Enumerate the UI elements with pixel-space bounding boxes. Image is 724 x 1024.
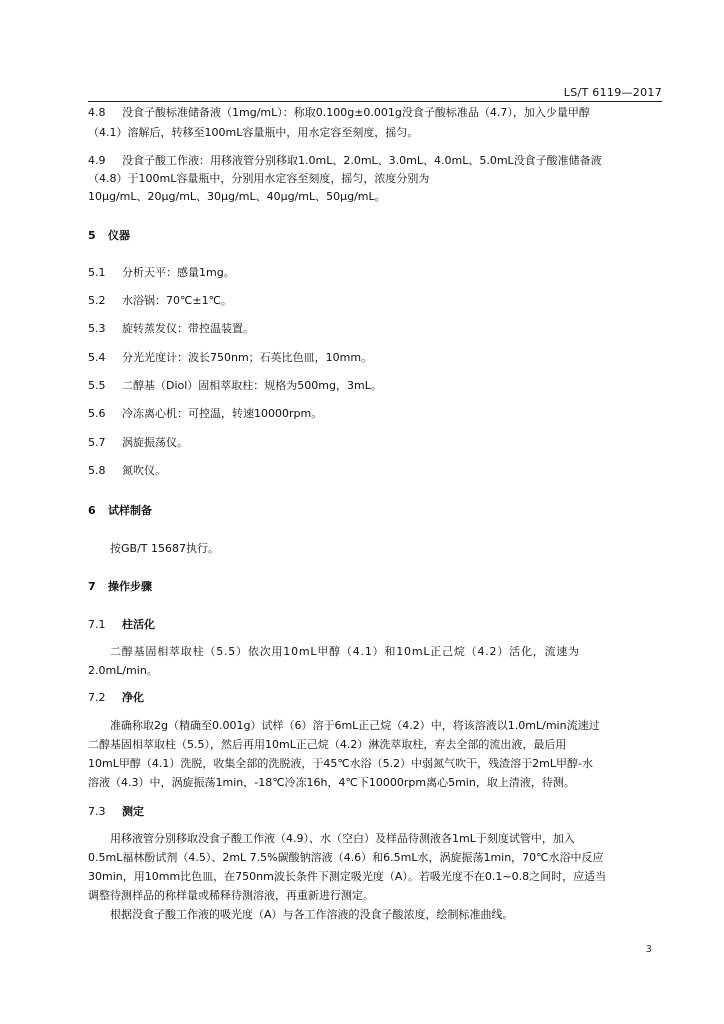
section-7-2-number: 7.2	[88, 691, 106, 704]
section-7-1-title: 柱活化	[122, 618, 155, 631]
instrument-text: 水浴锅：70℃±1℃。	[122, 294, 232, 307]
section-7-2-text-4: 溶液（4.3）中，涡旋振荡1min，-18℃冷冻16h，4℃下10000rpm离心5min，取上清液，待测。	[88, 776, 575, 789]
header-rule	[88, 101, 662, 102]
section-4-8-text-1: 没食子酸标准储备液（1mg/mL）：称取0.100g±0.001g没食子酸标准品（4.7），加入少量甲醇	[122, 106, 590, 119]
section-4-9-text-2: （4.8）于100mL容量瓶中，分别用水定容至刻度，摇匀，浓度分别为	[88, 172, 430, 185]
section-7-title: 操作步骤	[108, 580, 152, 593]
instrument-item	[88, 434, 188, 450]
instrument-item	[88, 405, 322, 421]
instrument-text: 氮吹仪。	[122, 464, 166, 477]
section-4-8-text-2: （4.1）溶解后，转移至100mL容量瓶中，用水定容至刻度，摇匀。	[88, 126, 419, 139]
section-7-1-text-1: 二醇基固相萃取柱（5.5）依次用10mL甲醇（4.1）和10mL正己烷（4.2）活化，流速为	[110, 645, 580, 658]
instrument-text: 分光光度计：波长750nm；石英比色皿，10mm。	[122, 351, 373, 364]
section-7-3-text-2: 0.5mL福林酚试剂（4.5）、2mL 7.5%碳酸钠溶液（4.6）和6.5mL水，涡旋振荡1min，70℃水浴中反应	[88, 851, 604, 864]
instrument-text: 冷冻离心机：可控温，转速10000rpm。	[122, 407, 323, 420]
section-7-3-text-4: 调整待测样品的称样量或稀释待测溶液，再重新进行测定。	[88, 889, 374, 902]
section-4-8-number: 4.8	[88, 106, 106, 119]
instrument-number: 5.7	[88, 436, 106, 449]
section-7-2-title: 净化	[122, 691, 144, 704]
section-6-heading	[88, 502, 152, 518]
section-7-number: 7	[88, 580, 96, 593]
section-7-2-text-1: 准确称取2g（精确至0.001g）试样（6）溶于6mL正己烷（4.2）中，将该溶液以1.0mL/min流速过	[110, 719, 600, 732]
section-7-3-heading	[88, 803, 144, 819]
section-5-number: 5	[88, 229, 96, 242]
section-7-3-title: 测定	[122, 805, 144, 818]
standard-code: LS/T 6119—2017	[563, 86, 662, 99]
section-6-number: 6	[88, 504, 96, 517]
section-5-title: 仪器	[108, 229, 130, 242]
section-7-2-heading	[88, 689, 144, 705]
section-7-1-heading	[88, 616, 155, 632]
instrument-number: 5.4	[88, 351, 106, 364]
instrument-item	[88, 377, 382, 393]
section-4-9-text-1: 没食子酸工作液：用移液管分别移取1.0mL、2.0mL、3.0mL、4.0mL、5.0mL没食子酸准储备液	[122, 154, 602, 167]
section-7-heading	[88, 578, 152, 594]
section-7-2-text-2: 二醇基固相萃取柱（5.5），然后再用10mL正己烷（4.2）淋洗萃取柱，弃去全部的流出液，最后用	[88, 738, 567, 751]
instrument-number: 5.2	[88, 294, 106, 307]
section-7-3-text-3: 30min，用10mm比色皿，在750nm波长条件下测定吸光度（A）。若吸光度不在0.1~0.8之间时，应适当	[88, 870, 607, 883]
section-7-1-text-2: 2.0mL/min。	[88, 664, 158, 677]
instrument-number: 5.5	[88, 379, 106, 392]
section-7-3-text-5: 根据没食子酸工作液的吸光度（A）与各工作溶液的没食子酸浓度，绘制标准曲线。	[110, 908, 514, 921]
section-7-2-text-3: 10mL甲醇（4.1）洗脱，收集全部的洗脱液，于45℃水浴（5.2）中弱氮气吹干，残渣溶于2mL甲醇-水	[88, 757, 593, 770]
instrument-text: 二醇基（Diol）固相萃取柱：规格为500mg，3mL。	[122, 379, 382, 392]
section-4-9-text-3: 10μg/mL、20μg/mL、30μg/mL、40μg/mL、50μg/mL。	[88, 190, 386, 203]
section-7-3-text-1: 用移液管分别移取没食子酸工作液（4.9）、水（空白）及样品待测液各1mL于刻度试管中，加入	[110, 832, 575, 845]
instrument-text: 旋转蒸发仪：带控温装置。	[122, 322, 254, 335]
instrument-item	[88, 462, 166, 478]
section-6-body: 按GB/T 15687执行。	[110, 542, 219, 555]
instrument-number: 5.1	[88, 266, 106, 279]
instrument-text: 涡旋振荡仪。	[122, 436, 188, 449]
section-7-1-number: 7.1	[88, 618, 106, 631]
instrument-text: 分析天平：感量1mg。	[122, 266, 235, 279]
section-4-9-number: 4.9	[88, 154, 106, 167]
instrument-number: 5.6	[88, 407, 106, 420]
instrument-item	[88, 349, 372, 365]
section-5-heading	[88, 227, 130, 243]
instrument-item	[88, 292, 232, 308]
section-4-8-line-1	[88, 104, 590, 120]
instrument-number: 5.8	[88, 464, 106, 477]
section-6-title: 试样制备	[108, 504, 152, 517]
instrument-number: 5.3	[88, 322, 106, 335]
section-7-3-number: 7.3	[88, 805, 106, 818]
page-number: 3	[645, 944, 652, 955]
instrument-item	[88, 320, 254, 336]
instrument-item	[88, 264, 235, 280]
section-4-9-line-1	[88, 152, 602, 168]
